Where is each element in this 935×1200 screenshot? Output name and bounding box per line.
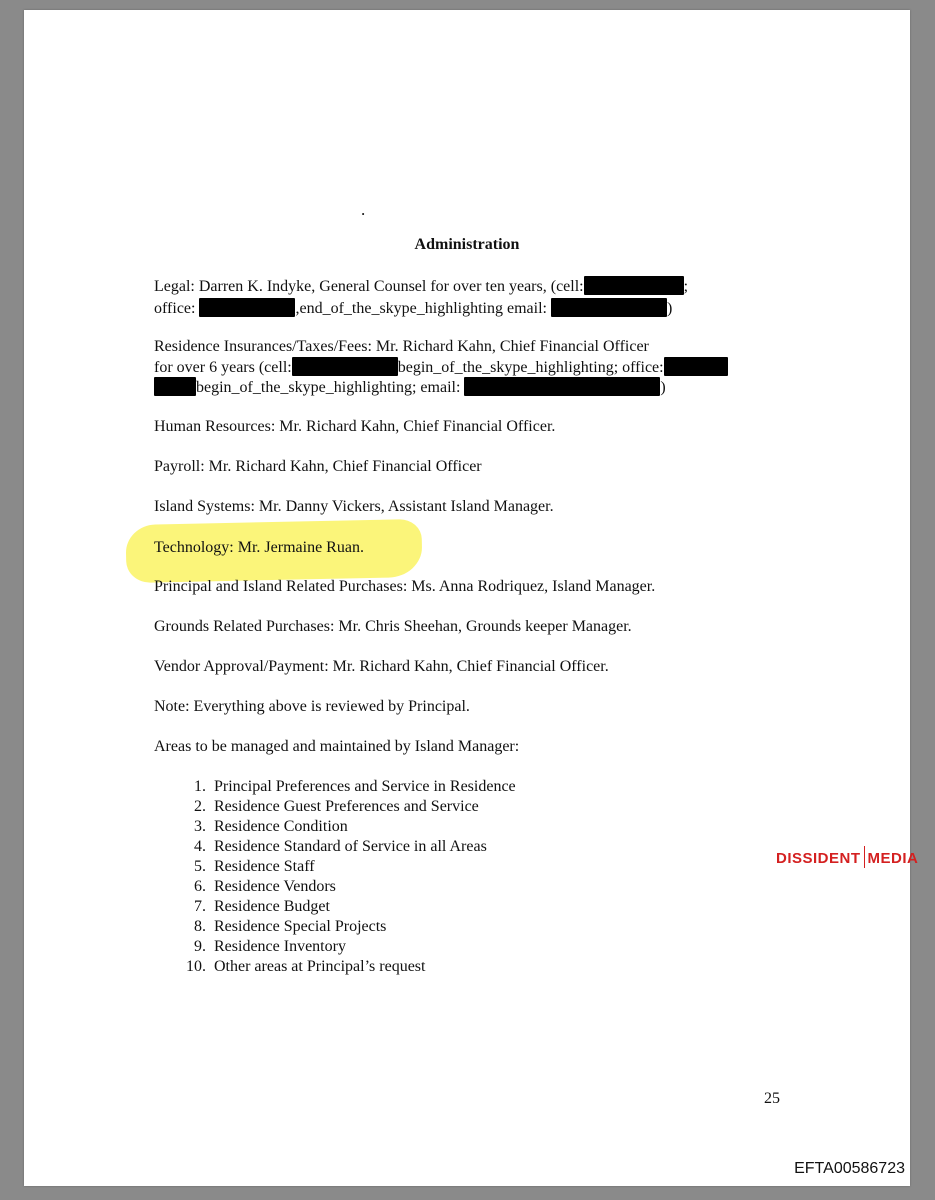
- insurance-line-2: [154, 357, 728, 378]
- document-page: [24, 10, 919, 1186]
- grounds-purchases-line: Grounds Related Purchases: Mr. Chris Sheehan, Grounds keeper Manager.: [154, 618, 632, 635]
- legal-text-1: Legal: Darren K. Indyke, General Counsel for over ten years, (cell:: [154, 278, 584, 295]
- list-text: Residence Inventory: [214, 938, 346, 955]
- list-item: [174, 817, 516, 837]
- vendor-approval-line: Vendor Approval/Payment: Mr. Richard Kahn, Chief Financial Officer.: [154, 658, 609, 675]
- legal-text-2b: ,end_of_the_skype_highlighting email:: [295, 300, 547, 317]
- payroll-line: Payroll: Mr. Richard Kahn, Chief Financial Officer: [154, 458, 482, 475]
- page-number: 25: [764, 1090, 780, 1107]
- legal-text-1-end: ;: [683, 278, 689, 295]
- list-item: [174, 937, 516, 957]
- list-number: 2.: [194, 798, 206, 815]
- list-number: 1.: [194, 778, 206, 795]
- watermark-divider: [864, 846, 865, 868]
- insurance-text-3a: begin_of_the_skype_highlighting; email:: [196, 379, 461, 396]
- note-line: Note: Everything above is reviewed by Principal.: [154, 698, 470, 715]
- list-number: 10.: [186, 958, 206, 975]
- legal-line-2: [154, 298, 672, 319]
- stray-dot: .: [361, 200, 366, 219]
- list-item: [174, 837, 516, 857]
- areas-intro-line: Areas to be managed and maintained by Island Manager:: [154, 738, 520, 755]
- list-text: Other areas at Principal’s request: [214, 958, 426, 975]
- list-text: Residence Condition: [214, 818, 348, 835]
- technology-line: Technology: Mr. Jermaine Ruan.: [154, 539, 364, 556]
- list-number: 4.: [194, 838, 206, 855]
- list-text: Residence Special Projects: [214, 918, 387, 935]
- dissident-media-watermark: [776, 846, 918, 870]
- legal-text-2c: ): [666, 300, 673, 317]
- list-item: [174, 797, 516, 817]
- redaction-box: [199, 298, 295, 317]
- list-text: Residence Guest Preferences and Service: [214, 798, 479, 815]
- insurance-line-3: [154, 377, 666, 398]
- list-number: 6.: [194, 878, 206, 895]
- list-number: 8.: [194, 918, 206, 935]
- list-item: [174, 957, 516, 977]
- list-item: [174, 777, 516, 797]
- list-text: Residence Vendors: [214, 878, 336, 895]
- principal-purchases-line: Principal and Island Related Purchases: Ms. Anna Rodriquez, Island Manager.: [154, 578, 656, 595]
- list-text: Residence Staff: [214, 858, 315, 875]
- list-item: [174, 857, 516, 877]
- watermark-left: DISSIDENT: [776, 850, 861, 867]
- legal-text-2a: office:: [154, 300, 196, 317]
- redaction-box: [664, 357, 728, 376]
- insurance-text-3b: ): [660, 379, 666, 396]
- redaction-box: [464, 377, 660, 396]
- list-item: [174, 877, 516, 897]
- list-number: 9.: [194, 938, 206, 955]
- list-item: [174, 897, 516, 917]
- human-resources-line: Human Resources: Mr. Richard Kahn, Chief Financial Officer.: [154, 418, 556, 435]
- redaction-box: [154, 377, 196, 396]
- list-text: Residence Budget: [214, 898, 330, 915]
- redaction-box: [292, 357, 398, 376]
- list-text: Principal Preferences and Service in Residence: [214, 778, 516, 795]
- list-number: 3.: [194, 818, 206, 835]
- list-number: 5.: [194, 858, 206, 875]
- island-systems-line: Island Systems: Mr. Danny Vickers, Assistant Island Manager.: [154, 498, 554, 515]
- redaction-box: [584, 276, 684, 295]
- list-item: [174, 917, 516, 937]
- watermark-right: MEDIA: [867, 850, 919, 867]
- list-text: Residence Standard of Service in all Areas: [214, 838, 487, 855]
- section-title: Administration: [414, 236, 520, 253]
- list-number: 7.: [194, 898, 206, 915]
- insurance-line-1: Residence Insurances/Taxes/Fees: Mr. Richard Kahn, Chief Financial Officer: [154, 338, 649, 355]
- areas-list: [174, 777, 516, 977]
- insurance-text-2a: for over 6 years (cell:: [154, 359, 292, 376]
- legal-line-1: [154, 276, 688, 297]
- insurance-text-2b: begin_of_the_skype_highlighting; office:: [397, 359, 664, 376]
- bates-number: EFTA00586723: [794, 1160, 905, 1177]
- redaction-box: [551, 298, 667, 317]
